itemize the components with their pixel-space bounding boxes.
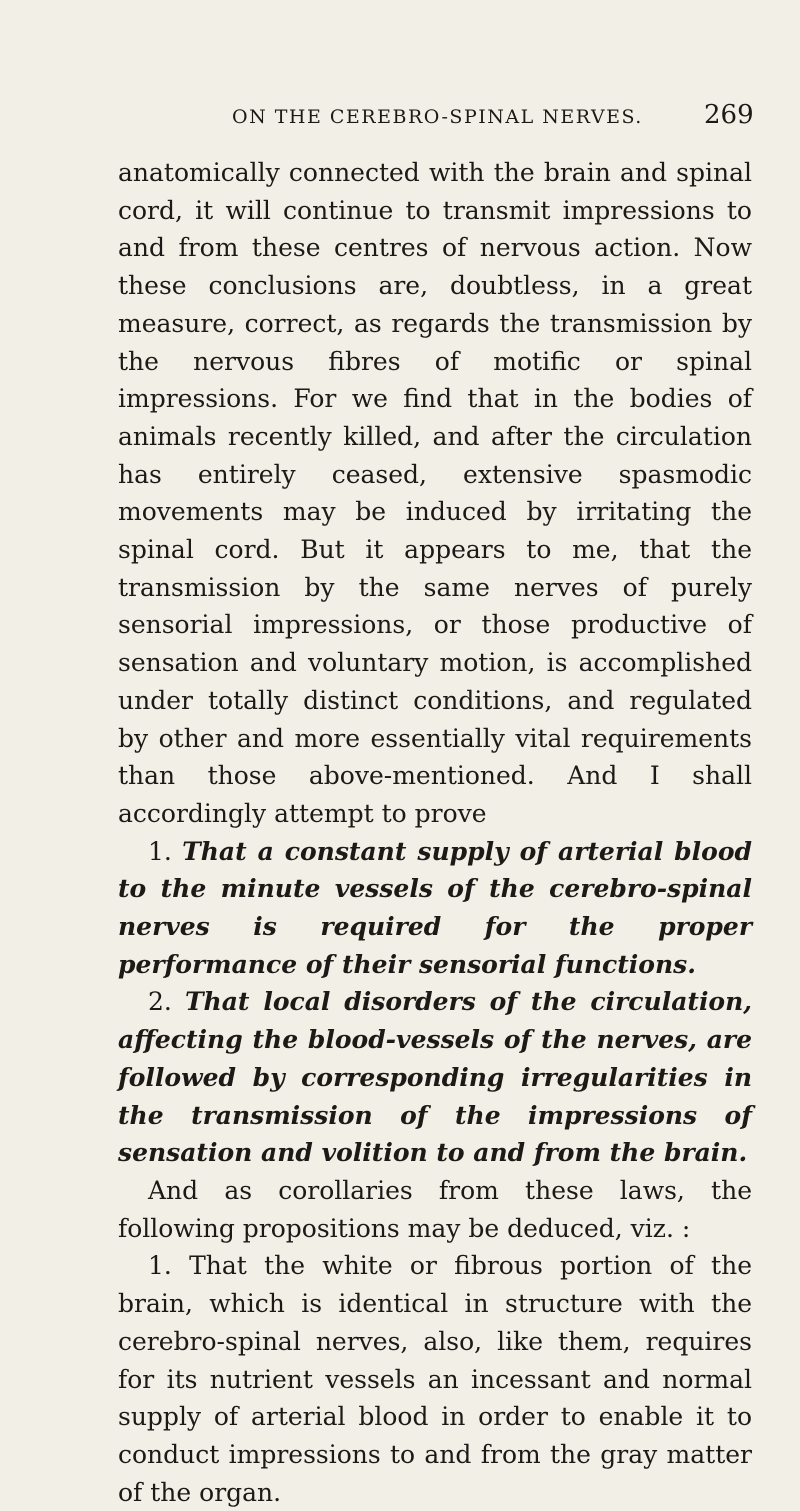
page-number: 269 xyxy=(704,100,754,130)
corollary-1-number: 1. xyxy=(148,1251,172,1281)
running-title: ON THE CEREBRO-SPINAL NERVES. xyxy=(232,106,643,128)
corollary-1-text: That the white or fibrous portion of the brain, which is identical in structure with the cerebro-spinal nerves, also, like them, requires for its nutrient vessels an incessant and normal supply of arterial blood in order to enable it to conduct impressions to and from the gray matter of the organ. xyxy=(118,1251,752,1507)
proposition-2 xyxy=(118,983,752,1172)
proposition-2-text: That local disorders of the circulation, affecting the blood-vessels of the nerves, are followed by corresponding irregularities in the transmission of the impressions of sensation and volition to and from the brain. xyxy=(118,987,752,1168)
corollary-1 xyxy=(118,1247,752,1511)
corollaries-intro: And as corollaries from these laws, the following propositions may be deduced, viz. : xyxy=(118,1175,752,1243)
proposition-2-number: 2. xyxy=(148,987,172,1017)
body-text xyxy=(118,154,752,1511)
proposition-1 xyxy=(118,833,752,984)
opening-paragraph: anatomically connected with the brain and spinal cord, it will continue to transmit impressions to and from these centres of nervous action. Now these conclusions are, doubtless, in a great measure, correct, as regards the transmission by the nervous fibres of motific or spinal impressions. For we find that in the bodies of animals recently killed, and after the circulation has entirely ceased, extensive spasmodic movements may be induced by irritating the spinal cord. But it appears to me, that the transmission by the same nerves of purely sensorial impressions, or those productive of sensation and voluntary motion, is accomplished under totally distinct conditions, and regulated by other and more essentially vital requirements than those above-mentioned. And I shall accordingly attempt to prove xyxy=(118,158,752,828)
proposition-1-text: That a constant supply of arterial blood to the minute vessels of the cerebro-spinal nerves is required for the proper performance of their sensorial functions. xyxy=(118,836,752,979)
proposition-1-number: 1. xyxy=(148,836,172,866)
